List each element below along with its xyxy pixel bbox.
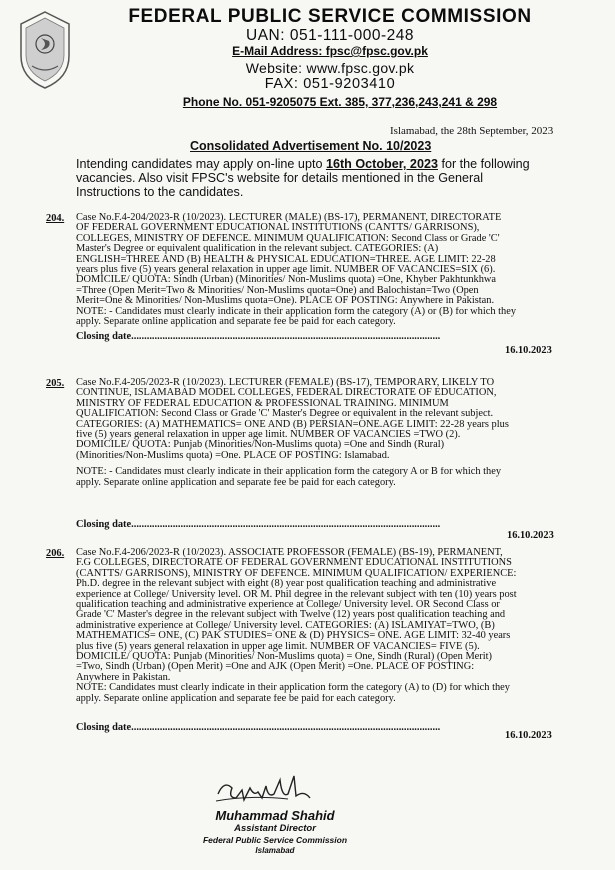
closing-row: Closing date.......................................................................................................................	[76, 519, 441, 530]
item-line: NOTE: - Candidates must clearly indicate in their application form the category A or B for which they	[76, 467, 502, 478]
item-number: 205.	[46, 378, 65, 389]
item-line: COLLEGES, MINISTRY OF DEFENCE. MINIMUM QUALIFICATION: Second Class or Grade 'C'	[76, 233, 500, 244]
item-line: Grade 'C' Master's degree in the relevant subject with Twelve (12) years post qualification teaching and	[76, 610, 506, 621]
item-line: CATEGORIES: (A) MATHEMATICS= ONE AND (B) PERSIAN=ONE.AGE LIMIT: 22-28 years plus	[76, 419, 509, 430]
closing-date: 16.10.2023	[505, 345, 552, 356]
intro-line-1: Intending candidates may apply on-line upto 16th October, 2023 for the following	[76, 157, 530, 171]
closing-date: 16.10.2023	[505, 730, 552, 741]
item-line: (CANTTS/ GARRISONS), MINISTRY OF DEFENCE. MINIMUM QUALIFICATION/ EXPERIENCE:	[76, 568, 517, 579]
issue-date: Islamabad, the 28th September, 2023	[390, 125, 554, 137]
item-body	[76, 548, 588, 704]
fax-line: FAX: 051-9203410	[264, 76, 396, 92]
uan-line: UAN: 051-111-000-248	[246, 27, 414, 44]
item-line: DOMICILE/ QUOTA: Punjab (Minorities/ Non-Muslims quota) = One, Sindh (Rural) (Open Merit)	[76, 652, 492, 663]
closing-date: 16.10.2023	[507, 530, 554, 541]
item-line: qualification teaching and administrative experience at College/ University level. OR Second Class or	[76, 600, 500, 611]
deadline-text: 16th October, 2023	[325, 157, 438, 171]
item-line: NOTE: Candidates must clearly indicate in their application form the category (A) to (D) for which they	[76, 683, 510, 694]
item-line: Merit=One & Minorities/ Non-Muslims quota=One). PLACE OF POSTING: Anywhere in Pakistan.	[76, 296, 495, 307]
item-line: Case No.F.4-204/2023-R (10/2023). LECTURER (MALE) (BS-17), PERMANENT, DIRECTORATE	[76, 213, 502, 223]
phone-line	[150, 95, 530, 109]
signatory-designation: Assistant Director	[234, 823, 316, 834]
item-line: (Minorities/Non-Muslims quota) =One. PLACE OF POSTING: Islamabad.	[76, 450, 390, 461]
item-line: =Three (Open Merit=Two & Minorities/ Non-Muslims quota=One) and Balochistan=Two (Open	[76, 285, 479, 296]
item-line: apply. Separate online application and separate fee be paid for each category.	[76, 693, 396, 704]
item-line: Ph.D. degree in the relevant subject with eight (8) year post qualification teaching and administrative	[76, 579, 497, 590]
email-line	[120, 44, 540, 58]
phone-text: Phone No. 051-9205075 Ext. 385, 377,236,243,241 & 298	[182, 95, 498, 109]
item-line: DOMICILE/ QUOTA: Punjab (Minorities/Non-Muslims quota) =One and Sindh (Rural)	[76, 440, 445, 451]
signatory-city: Islamabad	[255, 846, 295, 855]
item-line: CONTINUE, ISLAMABAD MODEL COLLEGES, FEDERAL DIRECTORATE OF EDUCATION,	[76, 388, 497, 399]
item-line: administrative experience at College/ University level. CATEGORIES: (A) ISLAMIYAT=TWO, (B)	[76, 620, 495, 631]
item-line: Anywhere in Pakistan.	[76, 672, 171, 683]
item-line: apply. Separate online application and separate fee be paid for each category.	[76, 477, 396, 488]
item-line: DOMICILE/ QUOTA: Sindh (Urban) (Minorities/ Non-Muslims quota) =One, Khyber Pakhtunkhwa	[76, 275, 497, 286]
signatory-name: Muhammad Shahid	[215, 808, 335, 823]
email-text: E-Mail Address: fpsc@fpsc.gov.pk	[232, 44, 428, 58]
intro-line-2: vacancies. Also visit FPSC's website for details mentioned in the General	[76, 171, 483, 186]
item-line: NOTE: - Candidates must clearly indicate in their application form the category (A) or (B) for which they	[76, 306, 517, 317]
fpsc-logo-icon	[14, 8, 76, 92]
item-line: =Two, Sindh (Urban) (Open Merit) =One and AJK (Open Merit) =One. PLACE OF POSTING:	[76, 662, 475, 673]
closing-row: Closing date.......................................................................................................................	[76, 722, 441, 733]
closing-row: Closing date.......................................................................................................................	[76, 331, 441, 342]
item-line: plus five (5) years general relaxation in upper age limit. NUMBER OF VACANCIES= FIVE (5).	[76, 641, 480, 652]
item-number: 204.	[46, 213, 65, 224]
org-title: FEDERAL PUBLIC SERVICE COMMISSION	[128, 6, 532, 27]
item-line: MATHEMATICS= ONE, (C) PAK STUDIES= ONE & (D) PHYSICS= ONE. AGE LIMIT: 32-40 years	[76, 631, 511, 642]
item-line: F.G COLLEGES, DIRECTORATE OF FEDERAL GOVERNMENT EDUCATIONAL INSTITUTIONS	[76, 558, 512, 569]
handwritten-signature	[210, 768, 320, 808]
advertisement-title: Consolidated Advertisement No. 10/2023	[190, 139, 432, 153]
item-line: Case No.F.4-206/2023-R (10/2023). ASSOCIATE PROFESSOR (FEMALE) (BS-19), PERMANENT,	[76, 548, 503, 558]
item-body	[76, 378, 588, 488]
item-line: experience at College/ University level. OR M. Phil degree in the relevant subject with ten (10) years post	[76, 589, 517, 600]
item-body	[76, 213, 588, 327]
website-line: Website: www.fpsc.gov.pk	[245, 60, 415, 76]
item-line: apply. Separate online application and separate fee be paid for each category.	[76, 317, 396, 328]
item-number: 206.	[46, 548, 65, 559]
item-line: five (5) years general relaxation in upper age limit. NUMBER OF VACANCIES =TWO (2).	[76, 430, 461, 441]
item-line: years plus five (5) years general relaxation in upper age limit. NUMBER OF VACANCIES=SIX (6).	[76, 265, 496, 276]
intro-paragraph	[76, 157, 588, 200]
item-line: MINISTRY OF FEDERAL EDUCATION & PROFESSIONAL TRAINING. MINIMUM	[76, 398, 449, 409]
item-line: Case No.F.4-205/2023-R (10/2023). LECTURER (FEMALE) (BS-17), TEMPORARY, LIKELY TO	[76, 378, 495, 388]
item-line: Master's Degree or equivalent qualification in the relevant subject. CATEGORIES: (A)	[76, 244, 439, 255]
item-line: OF FEDERAL GOVERNMENT EDUCATIONAL INSTITUTIONS (CANTTS/ GARRISONS),	[76, 223, 480, 234]
signatory-organization: Federal Public Service Commission	[202, 835, 348, 845]
intro-line-3: Instructions to the candidates.	[76, 185, 244, 200]
item-line: ENGLISH=THREE AND (B) HEALTH & PHYSICAL EDUCATION=THREE. AGE LIMIT: 22-28	[76, 254, 496, 265]
item-line: QUALIFICATION: Second Class or Grade 'C' Master's Degree or equivalent in the relevant subject.	[76, 409, 494, 420]
